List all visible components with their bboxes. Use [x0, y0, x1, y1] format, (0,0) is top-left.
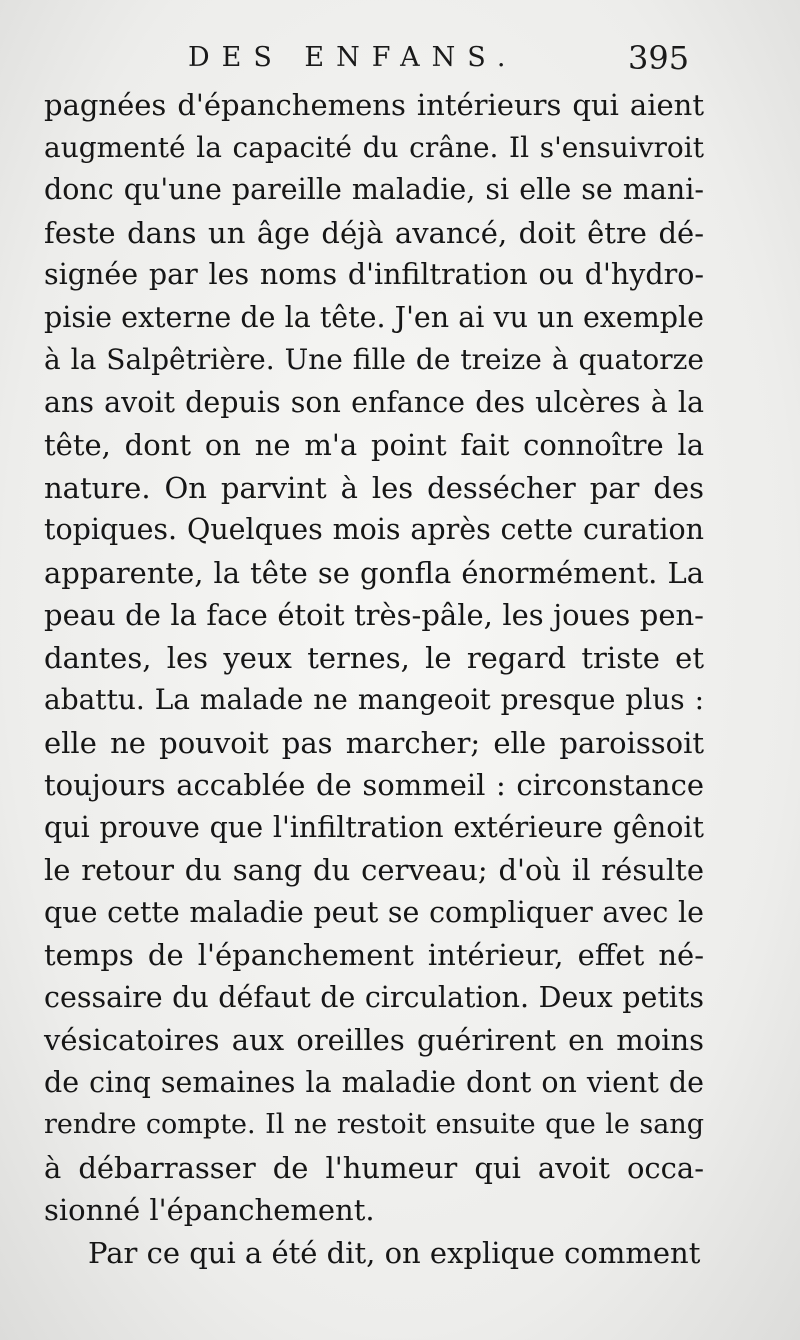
text-line: nature. On parvint à les dessécher par des — [44, 470, 704, 505]
text-line: vésicatoires aux oreilles guérirent en moins — [44, 1023, 704, 1057]
text-line: donc qu'une pareille maladie, si elle se mani- — [44, 173, 704, 206]
text-line: tête, dont on ne m'a point fait connoître la — [44, 428, 704, 462]
text-line: augmenté la capacité du crâne. Il s'ensuivroit — [44, 130, 704, 164]
text-line: dantes, les yeux ternes, le regard triste et — [44, 640, 704, 675]
text-line: à la Salpêtrière. Une fille de treize à quatorze — [44, 343, 704, 376]
text-line: qui prouve que l'infiltration extérieure gênoit — [44, 810, 704, 844]
text-line: abattu. La malade ne mangeoit presque plus : — [44, 683, 704, 716]
paragraph-end-line: sionné l'épanchement. — [44, 1193, 375, 1227]
text-line: à débarrasser de l'humeur qui avoit occa- — [44, 1150, 704, 1185]
text-line: peau de la face étoit très-pâle, les joues pen- — [44, 598, 704, 632]
text-line: pagnées d'épanchemens intérieurs qui aient — [44, 88, 704, 122]
text-line: feste dans un âge déjà avancé, doit être dé- — [44, 215, 704, 250]
running-title: DES ENFANS. — [188, 42, 518, 73]
text-line: cessaire du défaut de circulation. Deux petits — [44, 980, 704, 1014]
text-line: topiques. Quelques mois après cette curation — [44, 513, 704, 546]
text-line: toujours accablée de sommeil : circonstance — [44, 768, 704, 802]
text-line: apparente, la tête se gonfla énormément. La — [44, 555, 704, 590]
paragraph-start-line: Par ce qui a été dit, on explique comment — [88, 1235, 701, 1270]
text-line: de cinq semaines la maladie dont on vient de — [44, 1065, 704, 1099]
running-head — [0, 36, 800, 80]
text-line: elle ne pouvoit pas marcher; elle paroissoit — [44, 725, 704, 760]
text-line: le retour du sang du cerveau; d'où il résulte — [44, 853, 704, 887]
text-line: temps de l'épanchement intérieur, effet né- — [44, 938, 704, 972]
text-line: ans avoit depuis son enfance des ulcères à la — [44, 385, 704, 419]
text-line: que cette maladie peut se compliquer avec le — [44, 895, 704, 929]
text-line: rendre compte. Il ne restoit ensuite que le sang — [44, 1109, 704, 1140]
text-line: pisie externe de la tête. J'en ai vu un exemple — [44, 300, 704, 334]
text-line: signée par les noms d'infiltration ou d'hydro- — [44, 258, 704, 291]
body-text — [44, 84, 704, 1274]
page-number: 395 — [628, 39, 690, 77]
